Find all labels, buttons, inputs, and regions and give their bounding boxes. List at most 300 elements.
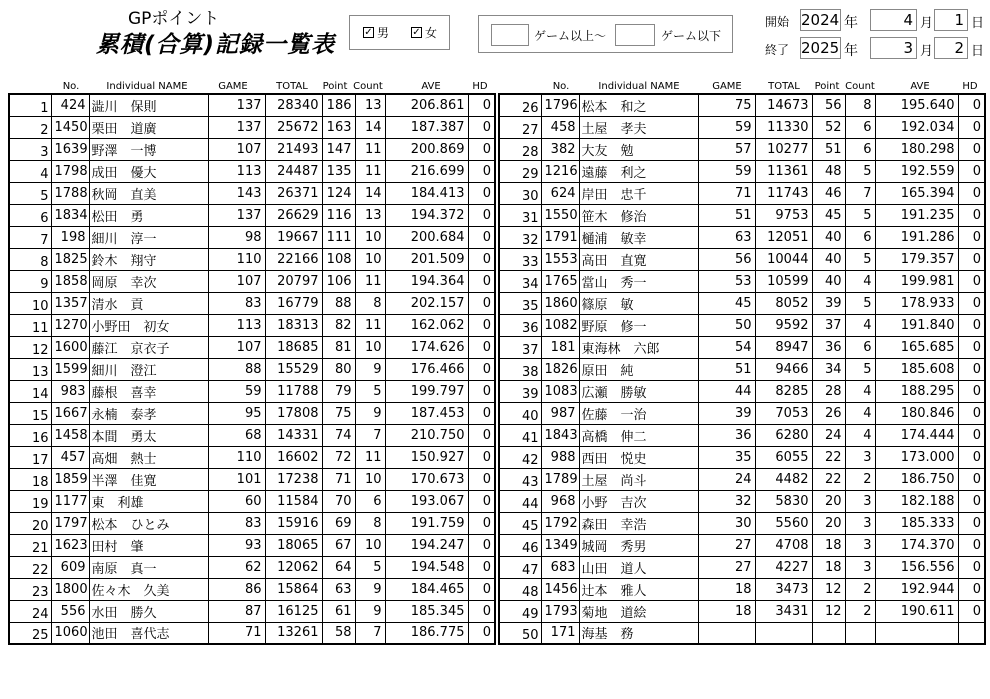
player-name: 澁川 保則 <box>89 94 208 116</box>
table-row[interactable] <box>499 270 985 292</box>
handicap-value: 0 <box>958 314 985 336</box>
point-value: 82 <box>322 314 355 336</box>
game-min-input[interactable] <box>491 24 529 46</box>
member-no: 1349 <box>541 534 579 556</box>
total-pins: 12062 <box>265 556 322 578</box>
average-value: 180.846 <box>875 402 958 424</box>
game-count: 71 <box>208 622 265 644</box>
member-no: 1797 <box>51 512 89 534</box>
day-unit: 日 <box>971 16 985 31</box>
end-month-input[interactable]: 3 <box>870 37 917 59</box>
row-index: 9 <box>9 270 51 292</box>
member-no: 968 <box>541 490 579 512</box>
total-pins: 9592 <box>755 314 812 336</box>
handicap-value: 0 <box>958 358 985 380</box>
point-value: 67 <box>322 534 355 556</box>
player-name: 清水 貢 <box>89 292 208 314</box>
count-value: 4 <box>845 380 875 402</box>
average-value: 187.453 <box>385 402 468 424</box>
average-value: 176.466 <box>385 358 468 380</box>
point-value: 34 <box>812 358 845 380</box>
game-count: 59 <box>698 116 755 138</box>
table-row[interactable] <box>9 248 495 270</box>
total-pins: 16602 <box>265 446 322 468</box>
count-value: 6 <box>845 116 875 138</box>
average-value: 184.413 <box>385 182 468 204</box>
handicap-value: 0 <box>468 116 495 138</box>
month-unit: 月 <box>920 44 934 59</box>
table-row[interactable] <box>9 468 495 490</box>
handicap-value: 0 <box>958 94 985 116</box>
total-pins: 19667 <box>265 226 322 248</box>
count-value: 5 <box>355 556 385 578</box>
total-pins: 14673 <box>755 94 812 116</box>
member-no: 1083 <box>541 380 579 402</box>
member-no: 1623 <box>51 534 89 556</box>
average-value: 194.364 <box>385 270 468 292</box>
table-row[interactable] <box>9 94 495 116</box>
point-value: 61 <box>322 600 355 622</box>
count-value: 8 <box>845 94 875 116</box>
average-value: 206.861 <box>385 94 468 116</box>
handicap-value: 0 <box>468 94 495 116</box>
table-row[interactable] <box>499 160 985 182</box>
point-value: 81 <box>322 336 355 358</box>
row-index: 34 <box>499 270 541 292</box>
game-count: 59 <box>698 160 755 182</box>
member-no: 382 <box>541 138 579 160</box>
member-no: 1216 <box>541 160 579 182</box>
table-row[interactable] <box>499 556 985 578</box>
member-no: 1082 <box>541 314 579 336</box>
total-pins <box>755 622 812 644</box>
point-value: 106 <box>322 270 355 292</box>
total-pins: 4227 <box>755 556 812 578</box>
count-value: 4 <box>845 424 875 446</box>
total-pins: 3431 <box>755 600 812 622</box>
row-index: 21 <box>9 534 51 556</box>
row-index: 6 <box>9 204 51 226</box>
row-index: 38 <box>499 358 541 380</box>
table-row[interactable] <box>499 578 985 600</box>
game-count: 56 <box>698 248 755 270</box>
player-name: 城岡 秀男 <box>579 534 698 556</box>
handicap-value: 0 <box>468 314 495 336</box>
point-value: 39 <box>812 292 845 314</box>
point-value: 22 <box>812 468 845 490</box>
handicap-value: 0 <box>958 248 985 270</box>
player-name: 西田 悦史 <box>579 446 698 468</box>
average-value: 174.370 <box>875 534 958 556</box>
total-pins: 11584 <box>265 490 322 512</box>
check-icon: ✓ <box>364 27 373 38</box>
member-no: 556 <box>51 600 89 622</box>
total-pins: 9753 <box>755 204 812 226</box>
member-no: 1788 <box>51 182 89 204</box>
ranking-table-right <box>498 93 986 645</box>
total-pins: 18685 <box>265 336 322 358</box>
table-row[interactable] <box>9 358 495 380</box>
table-row[interactable] <box>9 292 495 314</box>
table-row[interactable] <box>499 138 985 160</box>
handicap-value: 0 <box>468 600 495 622</box>
player-name: 高田 直寛 <box>579 248 698 270</box>
header-total: TOTAL <box>276 81 308 92</box>
point-value: 75 <box>322 402 355 424</box>
point-value: 51 <box>812 138 845 160</box>
handicap-value: 0 <box>468 160 495 182</box>
player-name: 本間 勇太 <box>89 424 208 446</box>
average-value: 192.944 <box>875 578 958 600</box>
handicap-value: 0 <box>958 270 985 292</box>
total-pins: 11330 <box>755 116 812 138</box>
handicap-value: 0 <box>958 116 985 138</box>
player-name: 大友 勉 <box>579 138 698 160</box>
game-max-label: ゲーム以下 <box>661 29 722 43</box>
member-no: 1792 <box>541 512 579 534</box>
point-value: 45 <box>812 204 845 226</box>
member-no: 1450 <box>51 116 89 138</box>
total-pins: 15864 <box>265 578 322 600</box>
member-no: 1796 <box>541 94 579 116</box>
point-value: 135 <box>322 160 355 182</box>
table-row[interactable] <box>9 336 495 358</box>
row-index: 35 <box>499 292 541 314</box>
table-row[interactable] <box>9 534 495 556</box>
average-value: 200.869 <box>385 138 468 160</box>
point-value: 70 <box>322 490 355 512</box>
member-no: 1357 <box>51 292 89 314</box>
start-month-input[interactable]: 4 <box>870 9 917 31</box>
handicap-value: 0 <box>958 204 985 226</box>
end-year-input[interactable]: 2025 <box>801 39 840 57</box>
game-count: 60 <box>208 490 265 512</box>
game-count: 107 <box>208 138 265 160</box>
member-no: 1060 <box>51 622 89 644</box>
game-range-filter <box>478 15 733 53</box>
year-unit: 年 <box>844 43 858 59</box>
table-row[interactable] <box>9 182 495 204</box>
game-count: 110 <box>208 446 265 468</box>
member-no: 198 <box>51 226 89 248</box>
game-count: 137 <box>208 94 265 116</box>
row-index: 47 <box>499 556 541 578</box>
count-value: 11 <box>355 160 385 182</box>
count-value: 10 <box>355 226 385 248</box>
total-pins: 16125 <box>265 600 322 622</box>
row-index: 22 <box>9 556 51 578</box>
table-row[interactable] <box>9 622 495 644</box>
handicap-value: 0 <box>468 226 495 248</box>
member-no: 1858 <box>51 270 89 292</box>
player-name: 岸田 忠千 <box>579 182 698 204</box>
average-value: 191.840 <box>875 314 958 336</box>
count-value: 7 <box>355 424 385 446</box>
player-name: 東海林 六郎 <box>579 336 698 358</box>
handicap-value: 0 <box>468 270 495 292</box>
row-index: 43 <box>499 468 541 490</box>
game-count: 50 <box>698 314 755 336</box>
count-value: 5 <box>355 380 385 402</box>
count-value: 9 <box>355 578 385 600</box>
game-count: 18 <box>698 578 755 600</box>
header-hd: HD <box>962 81 978 92</box>
average-value: 191.759 <box>385 512 468 534</box>
table-row[interactable] <box>499 248 985 270</box>
member-no: 181 <box>541 336 579 358</box>
average-value: 165.685 <box>875 336 958 358</box>
table-row[interactable] <box>499 336 985 358</box>
table-row[interactable] <box>9 160 495 182</box>
row-index: 28 <box>499 138 541 160</box>
game-max-input[interactable] <box>615 24 655 46</box>
member-no: 1639 <box>51 138 89 160</box>
count-value: 4 <box>845 314 875 336</box>
start-year-input[interactable]: 2024 <box>801 11 840 29</box>
row-index: 17 <box>9 446 51 468</box>
table-row[interactable] <box>499 204 985 226</box>
game-min-label: ゲーム以上～ <box>534 29 607 43</box>
row-index: 11 <box>9 314 51 336</box>
table-row[interactable] <box>9 226 495 248</box>
point-value: 63 <box>322 578 355 600</box>
row-index: 46 <box>499 534 541 556</box>
table-row[interactable] <box>499 380 985 402</box>
table-row[interactable] <box>9 490 495 512</box>
app-title: GPポイント <box>128 9 220 29</box>
row-index: 30 <box>499 182 541 204</box>
member-no: 1860 <box>541 292 579 314</box>
total-pins: 21493 <box>265 138 322 160</box>
total-pins: 7053 <box>755 402 812 424</box>
table-row[interactable] <box>9 556 495 578</box>
table-row[interactable] <box>499 490 985 512</box>
table-row[interactable] <box>9 380 495 402</box>
point-value: 48 <box>812 160 845 182</box>
female-checkbox[interactable] <box>411 24 437 41</box>
game-count: 87 <box>208 600 265 622</box>
row-index: 33 <box>499 248 541 270</box>
table-row[interactable] <box>499 314 985 336</box>
table-row[interactable] <box>9 402 495 424</box>
table-row[interactable] <box>499 424 985 446</box>
row-index: 24 <box>9 600 51 622</box>
row-index: 49 <box>499 600 541 622</box>
row-index: 8 <box>9 248 51 270</box>
count-value: 5 <box>845 358 875 380</box>
member-no: 983 <box>51 380 89 402</box>
table-row[interactable] <box>9 600 495 622</box>
average-value: 202.157 <box>385 292 468 314</box>
table-row[interactable] <box>499 446 985 468</box>
table-row[interactable] <box>9 138 495 160</box>
game-count: 75 <box>698 94 755 116</box>
point-value: 72 <box>322 446 355 468</box>
handicap-value: 0 <box>958 138 985 160</box>
point-value: 24 <box>812 424 845 446</box>
total-pins: 5830 <box>755 490 812 512</box>
point-value: 20 <box>812 490 845 512</box>
point-value: 79 <box>322 380 355 402</box>
row-index: 27 <box>499 116 541 138</box>
header-point: Point <box>814 81 840 92</box>
table-row[interactable] <box>499 94 985 116</box>
member-no: 1843 <box>541 424 579 446</box>
player-name: 高畑 熱士 <box>89 446 208 468</box>
table-row[interactable] <box>499 402 985 424</box>
point-value: 64 <box>322 556 355 578</box>
table-row[interactable] <box>9 512 495 534</box>
table-row[interactable] <box>499 292 985 314</box>
average-value: 200.684 <box>385 226 468 248</box>
row-index: 20 <box>9 512 51 534</box>
table-row[interactable] <box>9 204 495 226</box>
count-value: 11 <box>355 314 385 336</box>
member-no: 1600 <box>51 336 89 358</box>
count-value: 3 <box>845 490 875 512</box>
player-name: 南原 真一 <box>89 556 208 578</box>
row-index: 40 <box>499 402 541 424</box>
point-value: 147 <box>322 138 355 160</box>
header-game: GAME <box>218 81 248 92</box>
game-count: 71 <box>698 182 755 204</box>
member-no: 1826 <box>541 358 579 380</box>
total-pins: 15916 <box>265 512 322 534</box>
player-name: 篠原 敏 <box>579 292 698 314</box>
game-count: 62 <box>208 556 265 578</box>
row-index: 16 <box>9 424 51 446</box>
point-value: 74 <box>322 424 355 446</box>
game-count: 113 <box>208 160 265 182</box>
table-row[interactable] <box>499 182 985 204</box>
game-count: 51 <box>698 204 755 226</box>
row-index: 26 <box>499 94 541 116</box>
game-count: 83 <box>208 512 265 534</box>
player-name: 広瀬 勝敏 <box>579 380 698 402</box>
player-name: 當山 秀一 <box>579 270 698 292</box>
total-pins: 3473 <box>755 578 812 600</box>
end-date-label: 終了 <box>765 43 790 57</box>
table-row[interactable] <box>9 270 495 292</box>
handicap-value: 0 <box>958 402 985 424</box>
ranking-table-left <box>8 93 496 645</box>
average-value: 165.394 <box>875 182 958 204</box>
row-index: 31 <box>499 204 541 226</box>
count-value: 7 <box>355 622 385 644</box>
header-ave: AVE <box>910 81 930 92</box>
average-value: 192.034 <box>875 116 958 138</box>
male-label: 男 <box>377 26 390 40</box>
player-name: 東 利雄 <box>89 490 208 512</box>
point-value: 20 <box>812 512 845 534</box>
count-value: 3 <box>845 512 875 534</box>
game-count: 24 <box>698 468 755 490</box>
average-value <box>875 622 958 644</box>
game-count: 44 <box>698 380 755 402</box>
average-value: 186.775 <box>385 622 468 644</box>
row-index: 32 <box>499 226 541 248</box>
count-value: 8 <box>355 292 385 314</box>
player-name: 土屋 孝夫 <box>579 116 698 138</box>
table-row[interactable] <box>499 116 985 138</box>
point-value: 111 <box>322 226 355 248</box>
handicap-value: 0 <box>468 556 495 578</box>
average-value: 186.750 <box>875 468 958 490</box>
table-row[interactable] <box>9 424 495 446</box>
row-index: 42 <box>499 446 541 468</box>
game-count: 137 <box>208 116 265 138</box>
point-value: 36 <box>812 336 845 358</box>
member-no: 1834 <box>51 204 89 226</box>
average-value: 185.608 <box>875 358 958 380</box>
table-row[interactable] <box>499 512 985 534</box>
handicap-value: 0 <box>958 160 985 182</box>
player-name: 辻本 雅人 <box>579 578 698 600</box>
handicap-value <box>958 622 985 644</box>
table-row[interactable] <box>499 622 985 644</box>
game-count: 18 <box>698 600 755 622</box>
table-row[interactable] <box>499 468 985 490</box>
count-value: 9 <box>355 600 385 622</box>
game-count: 86 <box>208 578 265 600</box>
average-value: 174.444 <box>875 424 958 446</box>
average-value: 199.981 <box>875 270 958 292</box>
table-row[interactable] <box>499 600 985 622</box>
handicap-value: 0 <box>958 534 985 556</box>
table-row[interactable] <box>9 116 495 138</box>
total-pins: 8052 <box>755 292 812 314</box>
end-day-input[interactable]: 2 <box>934 37 968 59</box>
total-pins: 11743 <box>755 182 812 204</box>
game-count: 27 <box>698 556 755 578</box>
handicap-value: 0 <box>468 468 495 490</box>
male-checkbox[interactable] <box>363 24 389 41</box>
total-pins: 6055 <box>755 446 812 468</box>
table-row[interactable] <box>499 358 985 380</box>
count-value: 5 <box>845 248 875 270</box>
game-count: 36 <box>698 424 755 446</box>
average-value: 185.345 <box>385 600 468 622</box>
game-count: 27 <box>698 534 755 556</box>
player-name: 小野 吉次 <box>579 490 698 512</box>
count-value: 3 <box>845 446 875 468</box>
table-row[interactable] <box>9 578 495 600</box>
table-row[interactable] <box>9 314 495 336</box>
header-total: TOTAL <box>768 81 800 92</box>
count-value: 3 <box>845 534 875 556</box>
total-pins: 11361 <box>755 160 812 182</box>
row-index: 7 <box>9 226 51 248</box>
game-count: 137 <box>208 204 265 226</box>
start-day-input[interactable]: 1 <box>934 9 968 31</box>
point-value: 71 <box>322 468 355 490</box>
table-row[interactable] <box>499 534 985 556</box>
member-no: 987 <box>541 402 579 424</box>
header-count: Count <box>845 81 875 92</box>
average-value: 195.640 <box>875 94 958 116</box>
table-row[interactable] <box>499 226 985 248</box>
member-no: 1859 <box>51 468 89 490</box>
table-row[interactable] <box>9 446 495 468</box>
game-count: 53 <box>698 270 755 292</box>
player-name: 栗田 道廣 <box>89 116 208 138</box>
player-name: 野澤 一博 <box>89 138 208 160</box>
player-name: 半澤 佳寛 <box>89 468 208 490</box>
row-index: 25 <box>9 622 51 644</box>
player-name: 野原 修一 <box>579 314 698 336</box>
total-pins: 16779 <box>265 292 322 314</box>
handicap-value: 0 <box>958 292 985 314</box>
